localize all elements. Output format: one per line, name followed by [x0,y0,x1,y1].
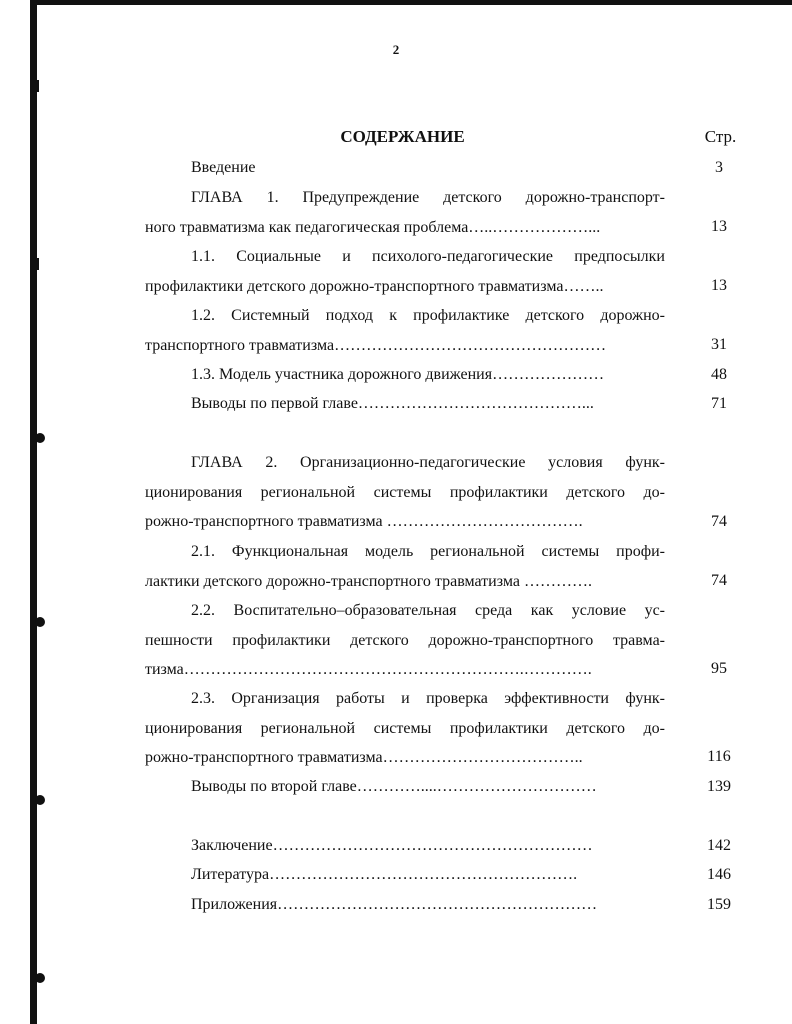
toc-page-2-1: 74 [711,572,727,589]
toc-page-chapter2: 74 [711,513,727,530]
scan-mark [36,258,39,270]
toc-entry-2-1 [145,537,665,596]
toc-entry-chapter1 [145,183,665,242]
toc-page-1-3: 48 [711,366,727,383]
toc-line: транспортного травматизма…………………………………………… [145,336,607,354]
toc-line: 2.2. Воспитательно–образовательная среда как условие ус- [191,602,665,619]
toc-line: тизма……………………………………………………….…………. [145,661,592,678]
scan-edge-line [30,0,37,1024]
toc-line: 1.2. Системный подход к профилактике детского дорожно- [191,307,665,324]
toc-line: 1.1. Социальные и психолого-педагогические предпосылки [191,248,665,265]
toc-page-1-2: 31 [711,336,727,353]
toc-entry-2-2 [145,596,665,685]
toc-page-1-1: 13 [711,277,727,294]
toc-page-intro: 3 [715,159,723,176]
punch-hole-icon [35,617,45,627]
toc-entry-1-3: 1.3. Модель участника дорожного движения………………… [191,366,605,383]
toc-line: пешности профилактики детского дорожно-транспортного травма- [145,631,665,649]
toc-entry-literature: Литература…………………………………………………. [191,866,578,883]
toc-page-literature: 146 [707,866,731,883]
toc-line: ГЛАВА 2. Организационно-педагогические условия функ- [191,454,665,471]
toc-page-conclusions1: 71 [711,395,727,412]
toc-entry-conclusions1: Выводы по первой главе……………………………………... [191,395,594,412]
toc-page-2-3: 116 [707,748,731,765]
toc-entry-conclusions2: Выводы по второй главе…………....………………………… [191,778,597,795]
punch-hole-icon [35,795,45,805]
toc-entry-1-1 [145,242,665,301]
toc-page-2-2: 95 [711,660,727,677]
toc-entry-chapter2 [145,448,665,537]
toc-line: ного травматизма как педагогическая проблема…..………………... [145,218,601,236]
toc-line: ционирования региональной системы профилактики детского до- [145,483,665,501]
toc-entry-appendices: Приложения…………………………………………………… [191,896,598,913]
punch-hole-icon [35,433,45,443]
toc-line: рожно-транспортного травматизма ………………………………. [145,513,583,530]
toc-line: профилактики детского дорожно-транспортного травматизма…….. [145,277,604,295]
toc-page-appendices: 159 [707,896,731,913]
toc-entry-intro: Введение [191,159,256,176]
toc-title: СОДЕРЖАНИЕ [340,127,465,146]
punch-hole-icon [35,973,45,983]
toc-page-conclusion: 142 [707,837,731,854]
toc-line: лактики детского дорожно-транспортного травматизма …………. [145,572,592,590]
scan-mark [36,80,39,92]
page-number: 2 [392,42,400,57]
toc-entry-1-2 [145,301,665,360]
toc-entry-conclusion: Заключение…………………………………………………… [191,837,593,854]
toc-line: рожно-транспортного травматизма……………………………….. [145,749,583,766]
page-column-header: Стр. [704,127,737,146]
toc-page-chapter1: 13 [711,218,727,235]
toc-line: 2.1. Функциональная модель региональной системы профи- [191,543,665,560]
toc-line: 2.3. Организация работы и проверка эффективности функ- [191,690,665,707]
toc-line: ционирования региональной системы профилактики детского до- [145,719,665,737]
toc-line: ГЛАВА 1. Предупреждение детского дорожно-транспорт- [191,189,665,206]
scan-top-line [30,0,792,5]
toc-entry-2-3 [145,684,665,773]
toc-page-conclusions2: 139 [707,778,731,795]
